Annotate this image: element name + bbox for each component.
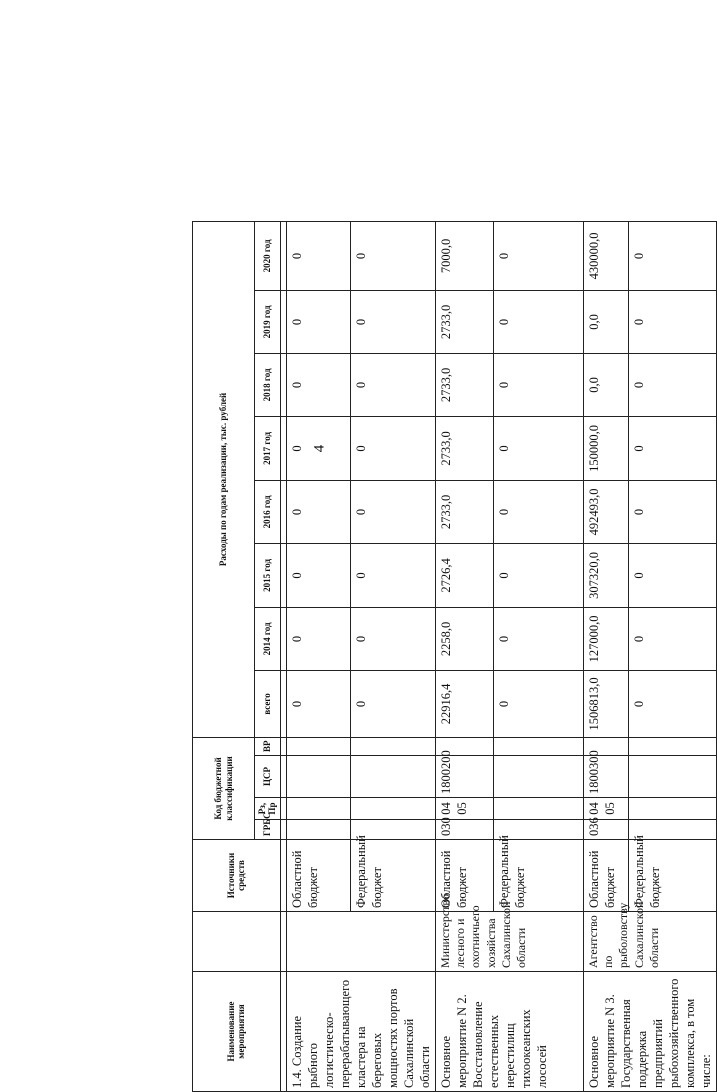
value-2018: 2733,0 — [435, 353, 493, 416]
value-2019: 2733,0 — [435, 290, 493, 353]
header-grbs: ГРБС — [255, 820, 281, 840]
header-total: всего — [255, 670, 281, 737]
value-2014: 0 — [629, 607, 716, 670]
value-2014: 2258,0 — [435, 607, 493, 670]
total-cell: 0 — [351, 670, 435, 737]
rzpr-cell: 04 05 — [435, 798, 493, 820]
value-2019: 0 — [493, 290, 583, 353]
header-expenses: Расходы по годам реализации, тыс. рублей — [193, 221, 255, 737]
rzpr-cell — [286, 798, 351, 820]
grbs-cell: 030 — [435, 820, 493, 840]
csr-cell: 1800200 — [435, 756, 493, 798]
value-2019: 0 — [351, 290, 435, 353]
value-2018: 0,0 — [583, 353, 629, 416]
header-rzpr: Рз, Пр — [255, 798, 281, 820]
value-2014: 127000,0 — [583, 607, 629, 670]
header-2020: 2020 год — [255, 221, 281, 290]
budget-table-rotated — [192, 222, 713, 1092]
header-name: Наименование мероприятия — [193, 972, 281, 1092]
value-2015: 0 — [493, 543, 583, 607]
executor-cell: Министерство лесного и охотничьего хозяйства Сахалинской области — [435, 912, 583, 972]
budget-table — [192, 221, 717, 1092]
vr-cell — [629, 737, 716, 755]
value-2016: 0 — [286, 480, 351, 543]
header-2018: 2018 год — [255, 353, 281, 416]
value-2016: 0 — [351, 480, 435, 543]
header-csr: ЦСР — [255, 756, 281, 798]
vr-cell — [493, 737, 583, 755]
value-2016: 0 — [493, 480, 583, 543]
value-2016: 0 — [629, 480, 716, 543]
header-2017: 2017 год — [255, 416, 281, 480]
header-2016: 2016 год — [255, 480, 281, 543]
total-cell: 0 — [286, 670, 351, 737]
value-2018: 0 — [629, 353, 716, 416]
source-cell: Областной бюджет — [435, 840, 493, 912]
value-2019: 0 — [629, 290, 716, 353]
measure-name: Основное мероприятие N 3. Государственная поддержка предприятий рыбохозяйственного комплекса, в том числе: — [583, 972, 716, 1092]
grbs-cell — [286, 820, 351, 840]
source-cell: Областной бюджет — [286, 840, 351, 912]
value-2020: 0 — [351, 221, 435, 290]
vr-cell — [286, 737, 351, 755]
value-2019: 0 — [286, 290, 351, 353]
rzpr-cell — [351, 798, 435, 820]
table-row — [583, 221, 629, 1091]
total-cell: 0 — [493, 670, 583, 737]
header-executor — [193, 912, 281, 972]
value-2015: 2726,4 — [435, 543, 493, 607]
value-2020: 0 — [629, 221, 716, 290]
value-2017: 2733,0 — [435, 416, 493, 480]
value-2019: 0,0 — [583, 290, 629, 353]
csr-cell: 1800300 — [583, 756, 629, 798]
total-cell: 0 — [629, 670, 716, 737]
csr-cell — [286, 756, 351, 798]
value-2020: 0 — [286, 221, 351, 290]
measure-name: Основное мероприятие N 2. Восстановление естественных нерестилищ тихоокеанских лососей — [435, 972, 583, 1092]
csr-cell — [629, 756, 716, 798]
value-2020: 7000,0 — [435, 221, 493, 290]
value-2017: 0 — [351, 416, 435, 480]
value-2016: 2733,0 — [435, 480, 493, 543]
source-cell: Федеральный бюджет — [493, 840, 583, 912]
value-2018: 0 — [351, 353, 435, 416]
header-2014: 2014 год — [255, 607, 281, 670]
table-row — [286, 221, 351, 1091]
value-2016: 492493,0 — [583, 480, 629, 543]
total-cell: 1506813,0 — [583, 670, 629, 737]
value-2015: 307320,0 — [583, 543, 629, 607]
rzpr-cell — [629, 798, 716, 820]
vr-cell — [351, 737, 435, 755]
value-2014: 0 — [493, 607, 583, 670]
source-cell: Федеральный бюджет — [351, 840, 435, 912]
value-2017: 0 — [493, 416, 583, 480]
source-cell: Федеральный бюджет — [629, 840, 716, 912]
header-row-1 — [193, 221, 255, 1091]
grbs-cell: 036 — [583, 820, 629, 840]
value-2020: 0 — [493, 221, 583, 290]
csr-cell — [493, 756, 583, 798]
executor-cell: Агентство по рыболовству Сахалинской области — [583, 912, 716, 972]
total-cell: 22916,4 — [435, 670, 493, 737]
header-vr: ВР — [255, 737, 281, 755]
value-2015: 0 — [286, 543, 351, 607]
value-2014: 0 — [351, 607, 435, 670]
header-source: Источники средств — [193, 840, 281, 912]
value-2017: 0 — [286, 416, 351, 480]
header-budget-code: Код бюджетной классификации — [193, 737, 255, 839]
value-2018: 0 — [286, 353, 351, 416]
header-2015: 2015 год — [255, 543, 281, 607]
value-2015: 0 — [351, 543, 435, 607]
page-number: 4 — [311, 444, 328, 453]
value-2018: 0 — [493, 353, 583, 416]
csr-cell — [351, 756, 435, 798]
source-cell: Областной бюджет — [583, 840, 629, 912]
table-row — [435, 221, 493, 1091]
value-2020: 430000,0 — [583, 221, 629, 290]
value-2014: 0 — [286, 607, 351, 670]
value-2015: 0 — [629, 543, 716, 607]
rzpr-cell: 04 05 — [583, 798, 629, 820]
rzpr-cell — [493, 798, 583, 820]
header-2019: 2019 год — [255, 290, 281, 353]
value-2017: 0 — [629, 416, 716, 480]
value-2017: 150000,0 — [583, 416, 629, 480]
executor-cell — [286, 912, 435, 972]
measure-name: 1.4. Создание рыбного логистическо-перерабатывающего кластера на береговых мощностях портов Сахалинской области — [286, 972, 435, 1092]
